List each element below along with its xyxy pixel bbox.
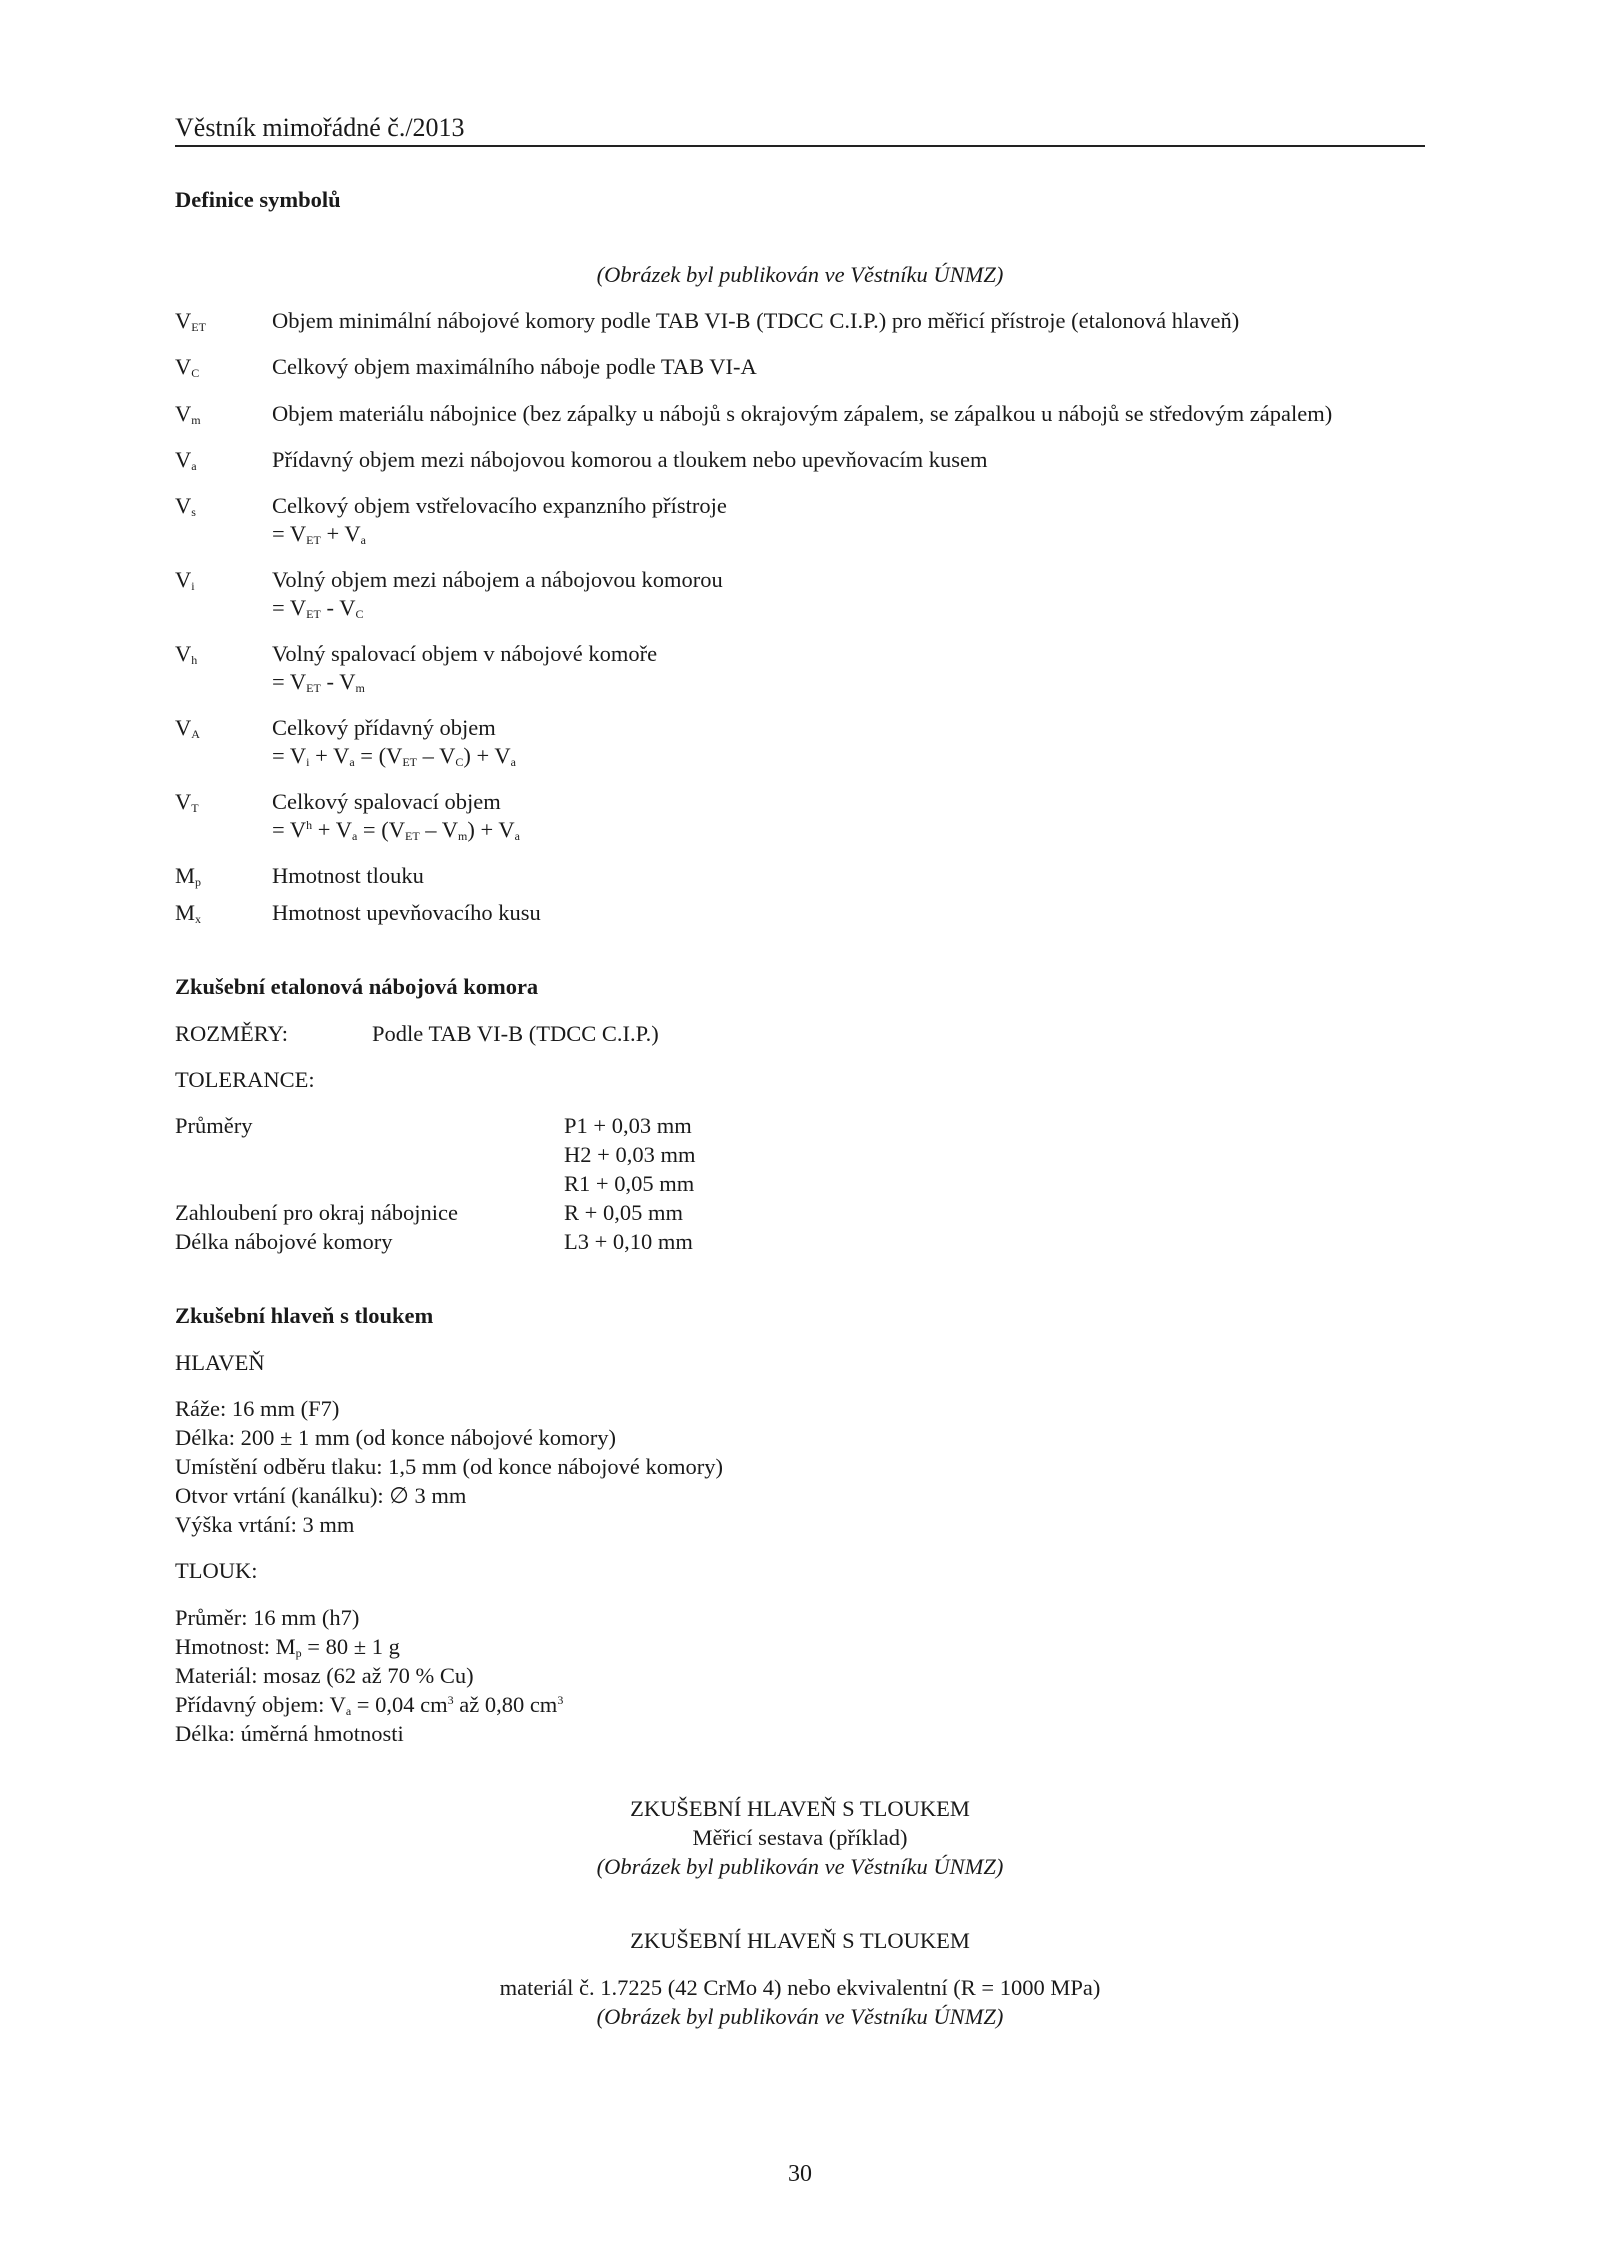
- figure1-title: ZKUŠEBNÍ HLAVEŇ S TLOUKEM: [630, 1796, 970, 1821]
- tolerance-label: TOLERANCE:: [175, 1067, 315, 1092]
- piston-label: TLOUK:: [175, 1558, 258, 1583]
- figure1-note: (Obrázek byl publikován ve Věstníku ÚNMZ): [596, 1854, 1004, 1879]
- definition-v-s: Celkový objem vstřelovacího expanzního přístroje: [272, 493, 727, 518]
- tolerance-row-label: Průměry: [175, 1113, 253, 1138]
- piston-spec-line: Délka: úměrná hmotnosti: [175, 1721, 404, 1746]
- tolerance-row-label: Délka nábojové komory: [175, 1229, 393, 1254]
- barrel-spec-line: Výška vrtání: 3 mm: [175, 1512, 355, 1537]
- piston-spec-line: Průměr: 16 mm (h7): [175, 1605, 360, 1630]
- figure2-note: (Obrázek byl publikován ve Věstníku ÚNMZ): [596, 2004, 1004, 2029]
- symbol-v-et: $V_{ET}$: [175, 308, 206, 334]
- definition-v-c: Celkový objem maximálního náboje podle TAB VI-A: [272, 354, 757, 379]
- symbol-v-s: $V_s$: [175, 493, 196, 519]
- figure2-subtitle: materiál č. 1.7225 (42 CrMo 4) nebo ekvivalentní (R = 1000 MPa): [499, 1975, 1101, 2000]
- symbol-v-a: $V_a$: [175, 447, 197, 473]
- running-header: Věstník mimořádné č./2013: [175, 113, 465, 142]
- definition-v-a-total: Celkový přídavný objem: [272, 715, 496, 740]
- definition-v-et: Objem minimální nábojové komory podle TAB VI-B (TDCC C.I.P.) pro měřicí přístroje (etalonová hlaveň): [272, 308, 1240, 333]
- symbol-v-a-total: $V_A$: [175, 715, 200, 741]
- barrel-spec-line: Otvor vrtání (kanálku): ∅ 3 mm: [175, 1483, 467, 1508]
- dimensions-value: Podle TAB VI-B (TDCC C.I.P.): [372, 1021, 659, 1046]
- definition-m-p: Hmotnost tlouku: [272, 863, 424, 888]
- dimensions-label: ROZMĚRY:: [175, 1021, 288, 1046]
- definition-v-m: Objem materiálu nábojnice (bez zápalky u nábojů s okrajovým zápalem, se zápalkou u nábojů se středovým zápalem): [272, 401, 1333, 426]
- symbol-v-h: $V_h$: [175, 641, 198, 667]
- formula-v-h: = $V_{ET} - V_m$: [272, 669, 365, 695]
- header-rule: [175, 145, 1425, 147]
- definition-m-x: Hmotnost upevňovacího kusu: [272, 900, 541, 925]
- definition-v-i: Volný objem mezi nábojem a nábojovou komorou: [272, 567, 723, 592]
- formula-v-t: = $V^h + V_a = (V_{ET} - V_m) + V_a$: [272, 817, 520, 843]
- figure-note-top: (Obrázek byl publikován ve Věstníku ÚNMZ): [596, 262, 1004, 287]
- symbol-v-c: $V_C$: [175, 354, 200, 380]
- symbols-heading: Definice symbolů: [175, 187, 341, 212]
- formula-v-i: = $V_{ET} - V_C$: [272, 595, 364, 621]
- barrel-spec-line: Ráže: 16 mm (F7): [175, 1396, 340, 1421]
- figure2-title: ZKUŠEBNÍ HLAVEŇ S TLOUKEM: [630, 1928, 970, 1953]
- tolerance-row-value: P1 + 0,03 mm: [564, 1113, 692, 1138]
- definition-v-a: Přídavný objem mezi nábojovou komorou a tloukem nebo upevňovacím kusem: [272, 447, 988, 472]
- tolerance-row-value: R + 0,05 mm: [564, 1200, 683, 1225]
- tolerance-row-value: R1 + 0,05 mm: [564, 1171, 695, 1196]
- chamber-heading: Zkušební etalonová nábojová komora: [175, 974, 539, 999]
- definition-v-t: Celkový spalovací objem: [272, 789, 501, 814]
- symbol-m-x: $M_x$: [175, 900, 202, 926]
- barrel-label: HLAVEŇ: [175, 1350, 265, 1375]
- symbol-v-t: $V_T$: [175, 789, 199, 815]
- definition-v-h: Volný spalovací objem v nábojové komoře: [272, 641, 658, 666]
- figure1-subtitle: Měřicí sestava (příklad): [692, 1825, 908, 1850]
- formula-v-a-total: = $V_i + V_a = (V_{ET} - V_C) + V_a$: [272, 743, 516, 769]
- piston-spec-line: Hmotnost: $M_p = 80 \pm 1$ g: [175, 1634, 400, 1660]
- piston-spec-line: Materiál: mosaz (62 až 70 % Cu): [175, 1663, 474, 1688]
- symbol-v-i: $V_i$: [175, 567, 195, 593]
- symbol-v-m: $V_m$: [175, 401, 201, 427]
- barrel-spec-line: Délka: 200 ± 1 mm (od konce nábojové komory): [175, 1425, 617, 1450]
- barrel-heading: Zkušební hlaveň s tloukem: [175, 1303, 434, 1328]
- tolerance-row-label: Zahloubení pro okraj nábojnice: [175, 1200, 459, 1225]
- piston-spec-line: Přídavný objem: $V_a = 0,04$ $cm^3$ až 0,80 $cm^3$: [175, 1692, 564, 1718]
- formula-v-s: = $V_{ET} + V_a$: [272, 521, 366, 547]
- tolerance-row-value: L3 + 0,10 mm: [564, 1229, 693, 1254]
- tolerance-row-value: H2 + 0,03 mm: [564, 1142, 696, 1167]
- barrel-spec-line: Umístění odběru tlaku: 1,5 mm (od konce nábojové komory): [175, 1454, 724, 1479]
- page-number: 30: [788, 2161, 812, 2187]
- symbol-m-p: $M_p$: [175, 863, 202, 889]
